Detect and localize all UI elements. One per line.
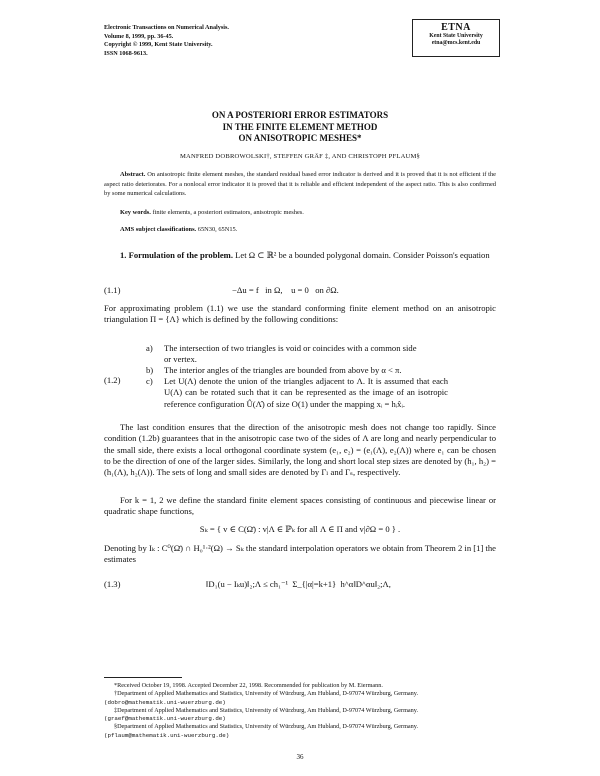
footnotes [104,682,496,740]
abstract [104,170,496,199]
etna-box [412,19,500,57]
paper-title [104,110,496,145]
journal-copyright: Copyright © 1999, Kent State University. [104,41,213,49]
footnote-email[interactable]: (pflaum@mathematik.uni-wuerzburg.de) [104,731,230,739]
footnote-affiliation [104,690,496,707]
page-number: 36 [296,753,304,761]
para-fe-spaces: For k = 1, 2 we define the standard finite element spaces consisting of continuous and piecewise linear or quadratic shape functions, [104,495,496,517]
eq-1-1-label: (1.1) [104,285,121,295]
etna-institution: Kent State University [429,33,483,39]
footnote-received: *Received October 19, 1998. Accepted December 22, 1998. Recommended for publication by M. Eiermann. [114,682,383,689]
footnote-affiliation [104,723,496,740]
cond-text: The interior angles of the triangles are bounded from above by α < π. [164,365,402,375]
etna-title: ETNA [441,22,471,33]
title-line: ON A POSTERIORI ERROR ESTIMATORS [211,110,389,120]
section-heading: 1. Formulation of the problem. [120,250,233,260]
section-intro [104,250,496,261]
para-last-condition: The last condition ensures that the direction of the anisotropic mesh does not change too rapidly. Since condition (1.2b) guarantees that in the anisotropic case two of the sides of Λ are long and nearly perpendicular to the small side, there exists a local orthogonal coordinate system (e₁, e₂) = (e₁(Λ), e₂(Λ)) where e₁ can be chosen to be the direction of one of the larger sides. Similarly, the long and short local step sizes are denoted by (h₁, h₂) = (h₁(Λ), h₂(Λ)). The sets of long and small sides are denoted by Γₗ and Γₛ, respectively. [104,422,496,478]
journal-name: Electronic Transactions on Numerical Analysis. [104,24,229,31]
footnote-email[interactable]: (dobro@mathematik.uni-wuerzburg.de) [104,698,226,706]
etna-email[interactable]: etna@mcs.kent.edu [431,40,481,47]
footnote-affiliation [104,707,496,724]
journal-header [104,24,229,58]
cond-mark: c) [146,376,153,386]
keywords-label: Key words. [120,209,151,216]
ams-label: AMS subject classifications. [120,226,197,233]
footnote-rule [104,677,182,678]
abstract-label: Abstract. [120,171,146,178]
cond-label: (1.2) [104,375,121,385]
para-interpolation: Denoting by Iₖ : C⁰(Ω̄) ∩ H₀¹·²(Ω) → Sₖ the standard interpolation operators we obtain from Theorem 2 in [1] the estimates [104,543,496,565]
cond-mark: b) [146,365,154,375]
conditions-list [104,343,496,433]
keywords-text: finite elements, a posteriori estimators, anisotropic meshes. [152,209,304,216]
journal-volume: Volume 8, 1999, pp. 36-45. [104,32,174,40]
title-line: IN THE FINITE ELEMENT METHOD [222,121,378,132]
para-approx: For approximating problem (1.1) we use the standard conforming finite element method on an anisotropic triangulation Π = {Λ} which is defined by the following conditions: [104,303,496,325]
footnote-text: ‡Department of Applied Mathematics and Statistics, University of Würzburg, Am Hubland, D-97074 Würzburg, Germany. [114,706,418,714]
paper-authors: MANFRED DOBROWOLSKI†, STEFFEN GRÄF ‡, AND CHRISTOPH PFLAUM§ [179,153,421,160]
abstract-text: On anisotropic finite element meshes, the standard residual based error indicator is derived and it is proved that it is not efficient if the aspect ratio deteriorates. For a nonlocal error indicator it is proved that it is reliable and efficient independent of the aspect ratio. This is also confirmed by some numerical calculations. [104,171,496,198]
equation-1-3: ‖D₁(u − Iₖu)‖₂;Λ ≤ ch₁⁻¹ Σ_{|α|=k+1} h^α‖D^αu‖₂;Λ, [206,579,391,589]
ams-classification [120,225,496,235]
ams-text: 65N30, 65N15. [197,226,238,233]
title-line: ON ANISOTROPIC MESHES* [238,133,362,143]
intro-text: Let Ω ⊂ ℝ² be a bounded polygonal domain. Consider Poisson's equation [235,250,490,260]
footnote-email[interactable]: (graef@mathematik.uni-wuerzburg.de) [104,715,226,723]
eq-1-3-label: (1.3) [104,579,121,589]
cond-text: The intersection of two triangles is void or coincides with a common side or vertex. [164,343,417,365]
cond-text: Let U(Λ) denote the union of the triangles adjacent to Λ. It is assumed that each U(Λ) can be rotated such that it can be represented as the image of an isotropic reference configuration Û(Λ̂) of size O(1) under the mapping xᵢ = hᵢx̂ᵢ. [164,376,448,409]
footnote-text: §Department of Applied Mathematics and Statistics, University of Würzburg, Am Hubland, D-97074 Würzburg, Germany. [114,723,418,731]
keywords [120,208,496,218]
cond-mark: a) [146,343,153,353]
equation-sk: Sₖ = { v ∈ C(Ω̄) : v|Λ ∈ ℙₖ for all Λ ∈ Π and v|∂Ω = 0 } . [199,524,401,534]
journal-issn: ISSN 1068-9613. [104,49,148,57]
equation-1-1: −Δu = f in Ω, u = 0 on ∂Ω. [232,285,339,295]
footnote-text: †Department of Applied Mathematics and Statistics, University of Würzburg, Am Hubland, D-97074 Würzburg, Germany. [114,690,418,698]
